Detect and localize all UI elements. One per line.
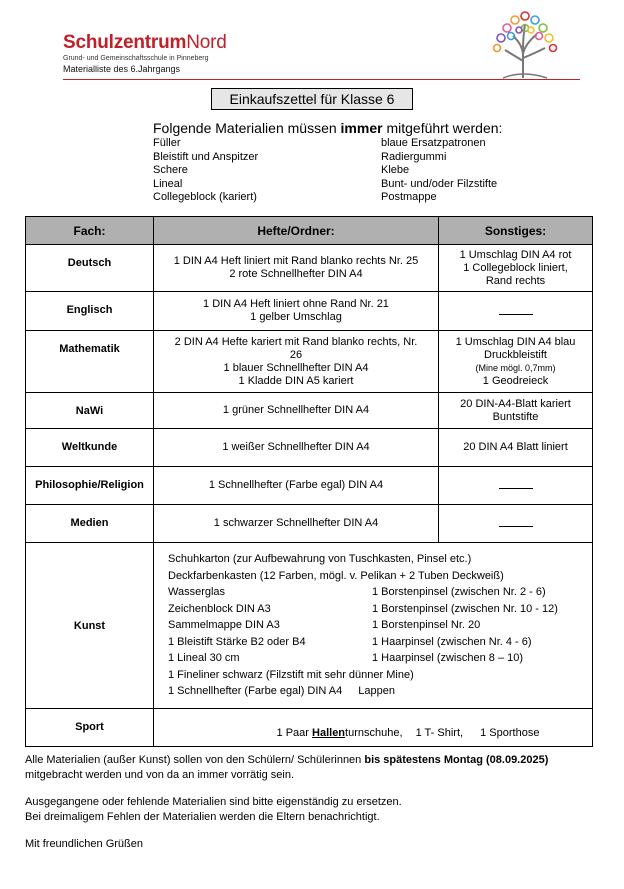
sonstiges-cell [439, 292, 593, 331]
page-title: Einkaufszettel für Klasse 6 [211, 88, 413, 110]
logo-title [63, 33, 227, 53]
footer-text: Bei dreimaligem Fehlen der Materialien werden die Eltern benachrichtigt. [25, 810, 380, 823]
hefte-line: 1 Kladde DIN A5 kariert [238, 374, 354, 387]
sonstiges-cell [439, 331, 593, 393]
footer-replacement [25, 795, 402, 824]
material-item: Bleistift und Anspitzer [153, 150, 259, 163]
kunst-line: 1 Fineliner schwarz (Filzstift mit sehr dünner Mine) [168, 668, 414, 681]
footer-text: Alle Materialien (außer Kunst) sollen von den Schülern/ Schülerinnen [25, 754, 365, 766]
hefte-cell [154, 393, 439, 429]
table-row-kunst [26, 543, 593, 709]
logo-title-part2: Nord [186, 32, 227, 53]
material-item: Füller [153, 137, 181, 149]
materials-list-right [381, 137, 497, 205]
sonstiges-line: 20 DIN A4 Blatt liniert [463, 441, 568, 453]
hefte-line: 1 blauer Schnellhefter DIN A4 [223, 361, 369, 374]
sport-item: 1 Sporthose [480, 726, 540, 739]
hefte-line: 1 Schnellhefter (Farbe egal) DIN A4 [208, 479, 384, 491]
logo-subtitle: Grund- und Gemeinschaftsschule in Pinneberg [63, 55, 209, 62]
hefte-line: 1 weißer Schnellhefter DIN A4 [222, 441, 370, 453]
kunst-pairs [168, 584, 592, 667]
kunst-materials-cell [154, 543, 593, 709]
footer-text: Ausgegangene oder fehlende Materialien sind bitte eigenständig zu ersetzen. [25, 796, 402, 808]
sonstiges-line: 20 DIN-A4-Blatt kariert [460, 397, 571, 410]
sonstiges-cell [439, 505, 593, 543]
blank-line [499, 478, 533, 489]
material-item: Radiergummi [381, 150, 447, 163]
hefte-cell [154, 331, 439, 393]
hefte-line: 26 [289, 348, 303, 361]
table-row-sport [26, 709, 593, 747]
header-sonstiges: Sonstiges: [439, 217, 593, 245]
blank-line [499, 304, 533, 315]
subject-cell: Englisch [26, 292, 154, 331]
header-hefte: Hefte/Ordner: [154, 217, 439, 245]
kunst-item: 1 Lineal 30 cm [168, 652, 240, 665]
sonstiges-line: Buntstifte [492, 410, 539, 423]
kunst-item: 1 Haarpinsel (zwischen Nr. 4 - 6) [372, 635, 532, 648]
kunst-line: Deckfarbenkasten (12 Farben, mögl. v. Pelikan + 2 Tuben Deckweiß) [168, 569, 504, 582]
subject-cell: Mathematik [26, 331, 154, 393]
kunst-item: 1 Bleistift Stärke B2 oder B4 [168, 635, 306, 648]
subject-cell: Kunst [26, 543, 154, 709]
sport-item-emphasis: Hallen [312, 726, 346, 739]
sport-materials-cell [154, 709, 593, 747]
list-name: Materialliste des 6.Jahrgangs [63, 64, 181, 74]
table-row [26, 429, 593, 467]
subject-cell: Deutsch [26, 245, 154, 292]
sonstiges-line: 1 Umschlag DIN A4 rot [459, 248, 572, 261]
table-row [26, 467, 593, 505]
header-fach: Fach: [26, 217, 154, 245]
hefte-cell [154, 505, 439, 543]
sonstiges-line: Rand rechts [485, 274, 546, 287]
hefte-line: 2 rote Schnellhefter DIN A4 [229, 268, 363, 280]
kunst-line: Schuhkarton (zur Aufbewahrung von Tuschkasten, Pinsel etc.) [168, 553, 472, 566]
table-row [26, 245, 593, 292]
hefte-cell [154, 467, 439, 505]
sonstiges-line: (Mine mögl. 0,7mm) [475, 362, 556, 373]
blank-line [499, 516, 533, 527]
hefte-cell [154, 429, 439, 467]
sport-item: 1 Paar [276, 726, 313, 739]
sonstiges-cell [439, 467, 593, 505]
sonstiges-line: 1 Geodreieck [482, 374, 549, 387]
sonstiges-cell [439, 393, 593, 429]
footer-greeting: Mit freundlichen Grüßen [25, 838, 143, 850]
material-item: Schere [153, 164, 188, 176]
kunst-item: 1 Schnellhefter (Farbe egal) DIN A4 [168, 685, 343, 698]
sonstiges-cell [439, 245, 593, 292]
material-item: Postmappe [381, 191, 437, 203]
material-item: Bunt- und/oder Filzstifte [381, 177, 498, 190]
table-row [26, 505, 593, 543]
kunst-item: 1 Borstenpinsel (zwischen Nr. 2 - 6) [372, 586, 546, 599]
materials-list-left [153, 137, 258, 205]
subject-cell: Medien [26, 505, 154, 543]
sport-item: 1 T- Shirt, [415, 726, 464, 739]
intro-after: mitgeführt werden: [382, 120, 503, 136]
subject-cell: Sport [26, 709, 154, 747]
subject-cell: Weltkunde [26, 429, 154, 467]
material-item: blaue Ersatzpatronen [381, 137, 486, 149]
kunst-item: Zeichenblock DIN A3 [168, 602, 271, 615]
kunst-item: Sammelmappe DIN A3 [168, 619, 280, 632]
hefte-line: 1 grüner Schnellhefter DIN A4 [222, 404, 370, 416]
hefte-line: 2 DIN A4 Hefte kariert mit Rand blanko rechts, Nr. [174, 335, 418, 348]
intro-before: Folgende Materialien müssen [153, 120, 341, 136]
hefte-line: 1 DIN A4 Heft liniert ohne Rand Nr. 21 [203, 298, 389, 310]
logo-title-part1: Schulzentrum [63, 32, 187, 53]
sonstiges-cell [439, 429, 593, 467]
hefte-cell [154, 245, 439, 292]
hefte-line: 1 DIN A4 Heft liniert mit Rand blanko rechts Nr. 25 [173, 255, 419, 267]
school-logo [63, 33, 227, 75]
kunst-line [168, 683, 592, 700]
material-item: Lineal [153, 177, 183, 190]
hefte-line: 1 schwarzer Schnellhefter DIN A4 [213, 517, 379, 529]
tree-logo-icon [485, 6, 565, 80]
footer-deadline [25, 753, 548, 782]
intro-text [153, 120, 502, 136]
kunst-item: 1 Haarpinsel (zwischen 8 – 10) [372, 652, 524, 665]
table-row [26, 331, 593, 393]
kunst-item: Wasserglas [168, 586, 226, 599]
subject-cell: NaWi [26, 393, 154, 429]
table-row [26, 292, 593, 331]
hefte-line: 1 gelber Umschlag [250, 311, 342, 323]
sonstiges-line: 1 Umschlag DIN A4 blau [455, 335, 576, 348]
intro-bold: immer [340, 120, 383, 136]
subject-cell: Philosophie/Religion [26, 467, 154, 505]
sonstiges-line: Druckbleistift [484, 348, 547, 361]
kunst-item: 1 Borstenpinsel (zwischen Nr. 10 - 12) [372, 602, 558, 615]
hefte-cell [154, 292, 439, 331]
table-header-row [26, 217, 593, 245]
footer-deadline-bold: bis spätestens Montag (08.09.2025) [364, 754, 549, 766]
material-item: Collegeblock (kariert) [153, 191, 257, 203]
table-row [26, 393, 593, 429]
footer-text: mitgebracht werden und von da an immer vorrätig sein. [25, 768, 295, 781]
sonstiges-line: 1 Collegeblock liniert, [463, 261, 568, 274]
materials-table [25, 216, 593, 747]
material-item: Klebe [381, 164, 410, 176]
kunst-item: 1 Borstenpinsel Nr. 20 [372, 619, 481, 632]
sport-item: turnschuhe, [345, 726, 403, 739]
kunst-item: Lappen [358, 685, 395, 698]
